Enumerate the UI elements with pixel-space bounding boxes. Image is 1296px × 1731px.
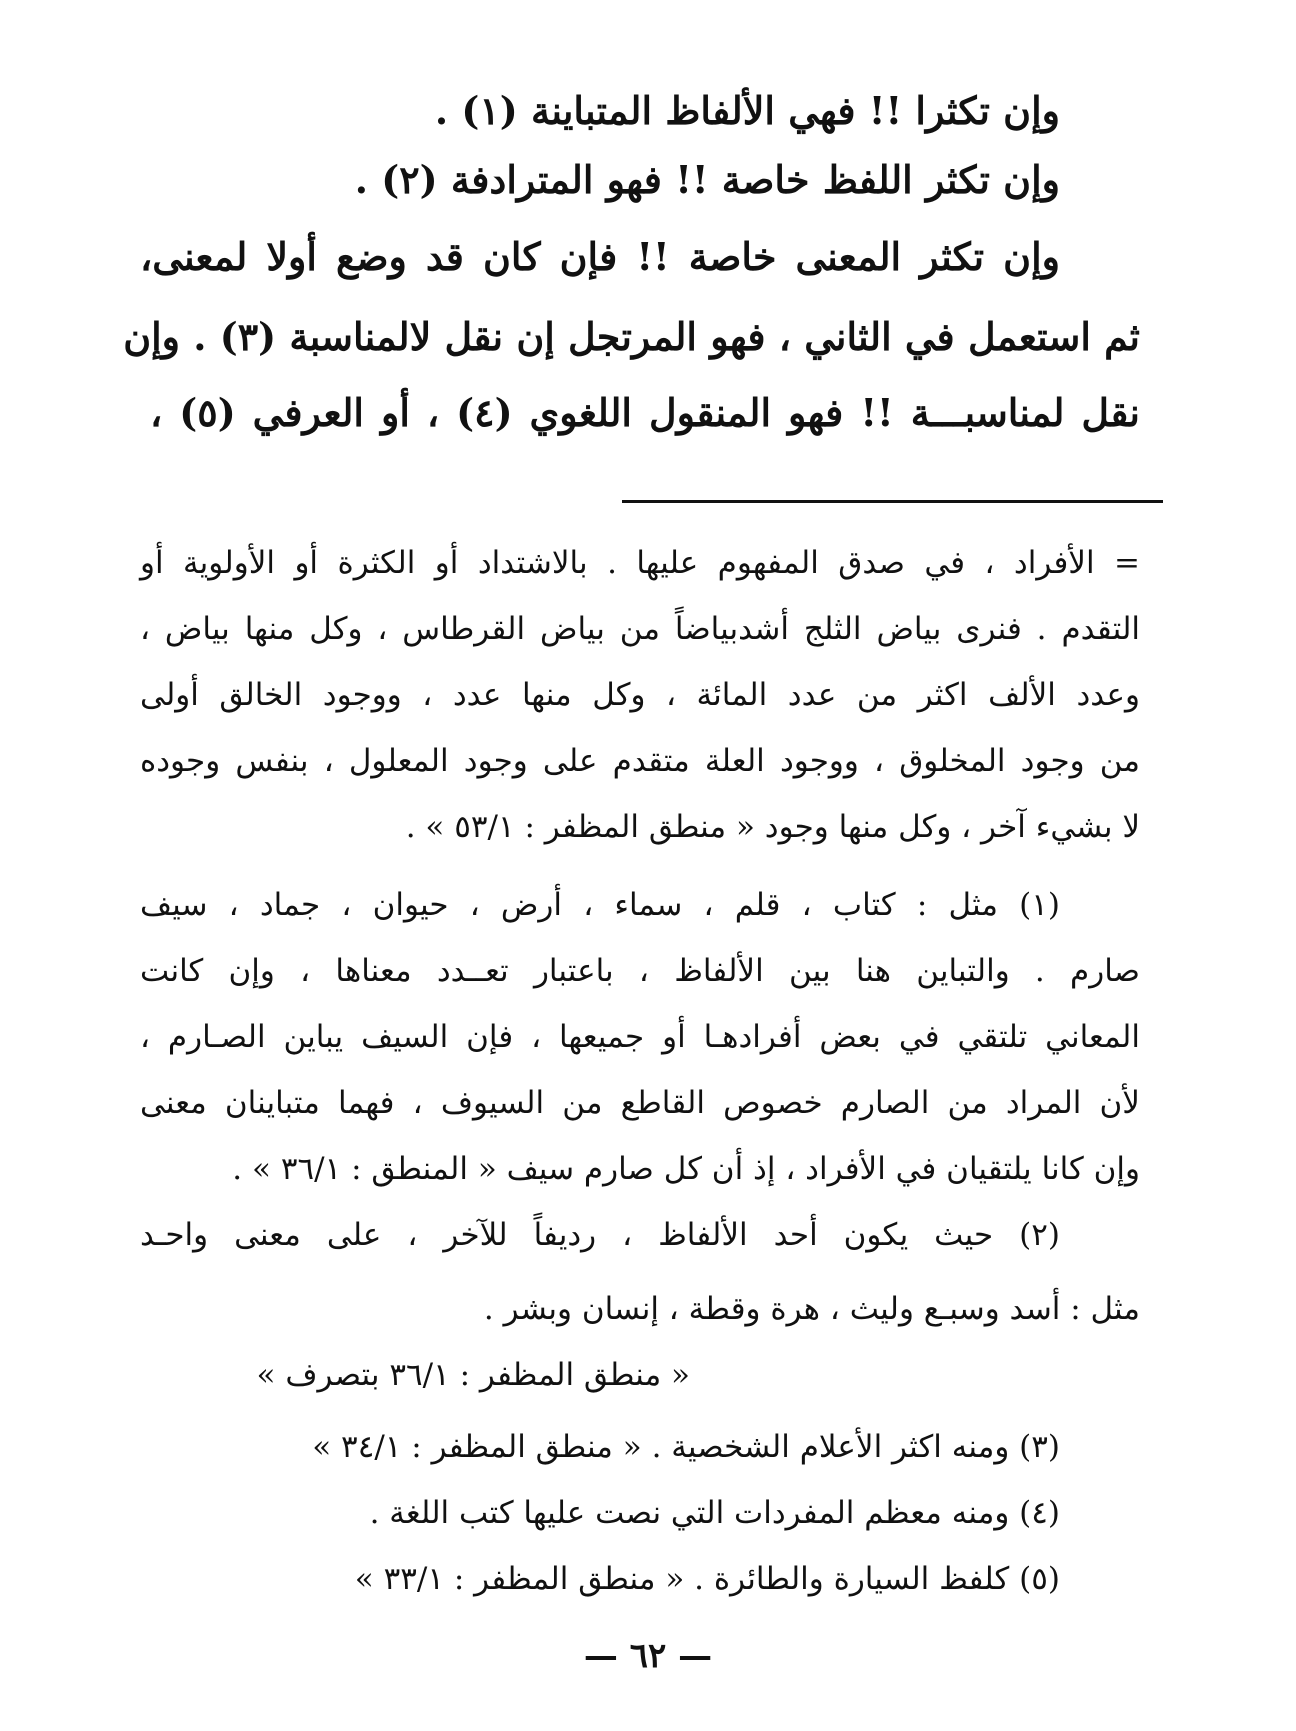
footnote-line-3: وعدد الألف اكثر من عدد المائة ، وكل منها عدد ، ووجود الخالق أولى [140,677,1140,713]
page-number: — ٦٢ — [583,1636,713,1676]
main-text-line-3: وإن تكثر المعنى خاصة !! فإن كان قد وضع أولا لمعنى، [140,234,1060,279]
footnote-4: (٤) ومنه معظم المفردات التي نصت عليها كتب اللغة . [369,1495,1060,1531]
main-text-line-2: وإن تكثر اللفظ خاصة !! فهو المترادفة (٢) . [354,157,1060,202]
footnote-1-line-2: صارم . والتباين هنا بين الألفاظ ، باعتبار تعــدد معناها ، وإن كانت [140,953,1140,989]
footnote-2-source: « منطق المظفر : ٣٦/١ بتصرف » [256,1357,690,1393]
footnote-1-line-1: (١) مثل : كتاب ، قلم ، سماء ، أرض ، حيوان ، جماد ، سيف [140,887,1060,923]
main-text-line-1: وإن تكثرا !! فهي الألفاظ المتباينة (١) . [434,88,1060,133]
footnote-separator [622,500,1163,503]
footnote-line-2: التقدم . فنرى بياض الثلج أشدبياضاً من بياض القرطاس ، وكل منها بياض ، [140,611,1140,647]
footnote-1-line-3: المعاني تلتقي في بعض أفرادهـا أو جميعها ، فإن السيف يباين الصـارم ، [140,1019,1140,1055]
footnote-1-line-5: وإن كانا يلتقيان في الأفراد ، إذ أن كل صارم سيف « المنطق : ٣٦/١ » . [232,1151,1140,1187]
footnote-2-line-1: (٢) حيث يكون أحد الألفاظ ، رديفاً للآخر ، على معنى واحـد [140,1217,1060,1253]
footnote-1-line-4: لأن المراد من الصارم خصوص القاطع من السيوف ، فهما متباينان معنى [140,1085,1140,1121]
footnote-line-4: من وجود المخلوق ، ووجود العلة متقدم على وجود المعلول ، بنفس وجوده [140,743,1140,779]
footnote-line-5: لا بشيء آخر ، وكل منها وجود « منطق المظفر : ٥٣/١ » . [405,809,1140,845]
main-text-line-5: نقل لمناسبـــة !! فهو المنقول اللغوي (٤) ، أو العرفي (٥) ، [150,390,1140,435]
footnote-2-line-2: مثل : أسد وسبـع وليث ، هرة وقطة ، إنسان وبشر . [483,1291,1140,1327]
main-text-line-4: ثم استعمل في الثاني ، فهو المرتجل إن نقل لالمناسبة (٣) . وإن [123,314,1140,359]
footnote-5: (٥) كلفظ السيارة والطائرة . « منطق المظفر : ٣٣/١ » [354,1561,1060,1597]
footnote-line-1: = الأفراد ، في صدق المفهوم عليها . بالاشتداد أو الكثرة أو الأولوية أو [140,545,1140,581]
footnote-3: (٣) ومنه اكثر الأعلام الشخصية . « منطق المظفر : ٣٤/١ » [312,1429,1060,1465]
